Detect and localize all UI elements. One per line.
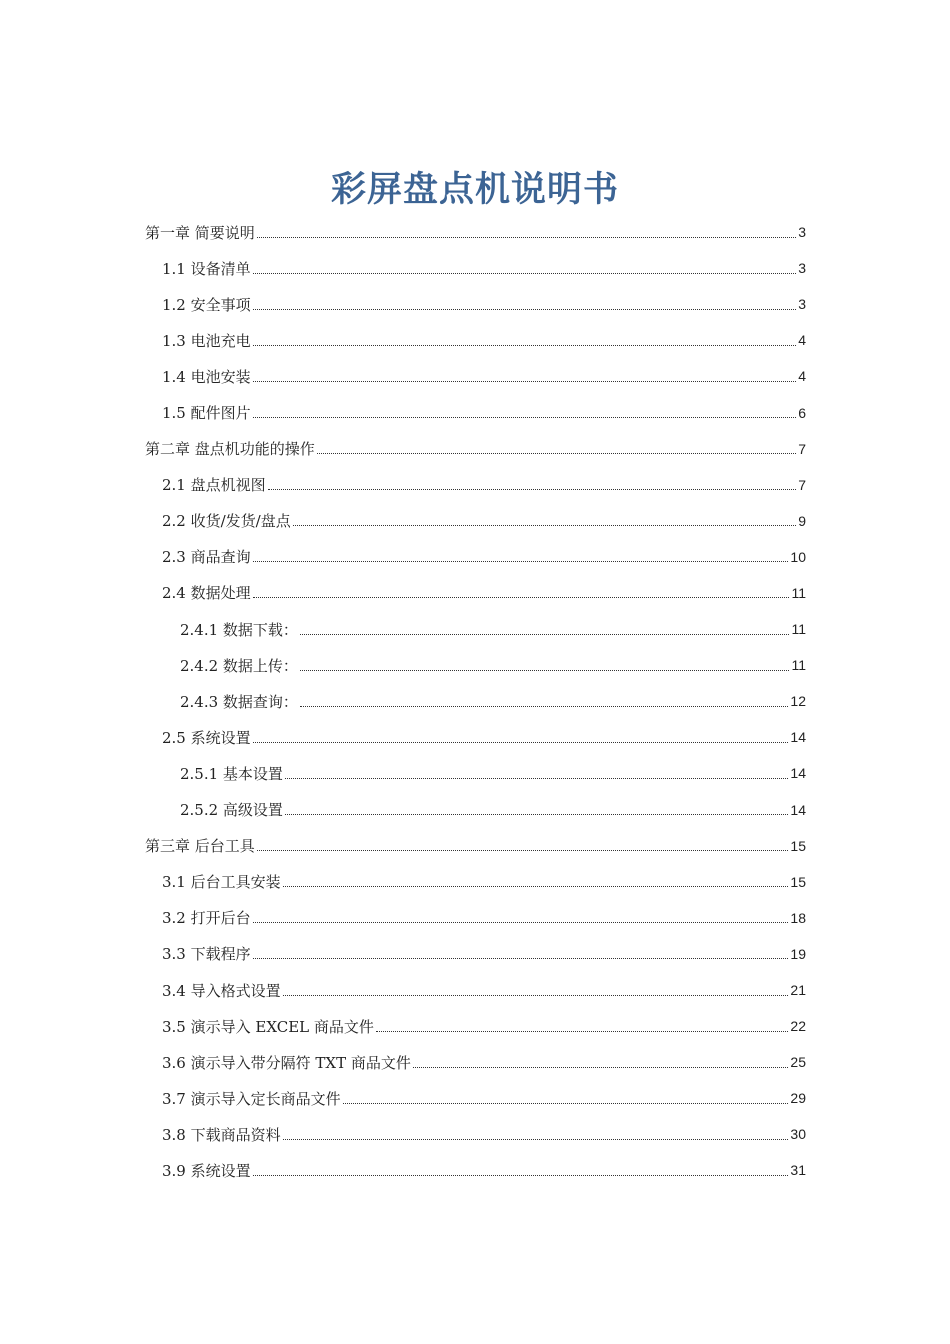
toc-entry-2-4-1[interactable] <box>145 611 806 647</box>
toc-leader <box>283 886 789 887</box>
toc-entry-label: 3.9 系统设置 <box>162 1161 251 1180</box>
toc-entry-label: 3.4 导入格式设置 <box>162 981 281 1000</box>
toc-entry-page: 15 <box>790 873 806 890</box>
toc-leader <box>253 922 789 923</box>
toc-entry-label: 3.6 演示导入带分隔符 TXT 商品文件 <box>162 1053 411 1072</box>
toc-entry-page: 11 <box>791 621 806 638</box>
toc-entry-page: 9 <box>798 512 806 529</box>
toc-entry-2-5[interactable] <box>145 719 806 755</box>
toc-entry-2-4-2[interactable] <box>145 647 806 683</box>
toc-entry-label: 第三章 后台工具 <box>145 837 255 856</box>
toc-leader <box>253 417 797 418</box>
toc-entry-page: 31 <box>790 1162 806 1179</box>
toc-entry-3-7[interactable] <box>145 1080 806 1116</box>
toc-entry-3-9[interactable] <box>145 1152 806 1188</box>
toc-leader <box>285 814 788 815</box>
toc-leader <box>253 273 797 274</box>
toc-leader <box>285 778 788 779</box>
toc-entry-page: 14 <box>790 765 806 782</box>
toc-entry-label: 1.3 电池充电 <box>162 331 251 350</box>
toc-entry-3-2[interactable] <box>145 900 806 936</box>
toc-entry-page: 3 <box>798 260 806 277</box>
toc-entry-page: 11 <box>791 584 806 601</box>
toc-entry-page: 12 <box>790 693 806 710</box>
toc-entry-label: 2.1 盘点机视图 <box>162 476 266 495</box>
toc-entry-label: 2.4.2 数据上传： <box>180 656 298 675</box>
toc-entry-page: 10 <box>790 548 806 565</box>
toc-entry-label: 2.4 数据处理 <box>162 584 251 603</box>
toc-entry-3-3[interactable] <box>145 936 806 972</box>
toc-entry-label: 第二章 盘点机功能的操作 <box>145 440 315 459</box>
toc-entry-page: 6 <box>798 404 806 421</box>
toc-leader <box>376 1031 789 1032</box>
toc-entry-label: 3.8 下载商品资料 <box>162 1125 281 1144</box>
toc-entry-label: 3.1 后台工具安装 <box>162 873 281 892</box>
document-title: 彩屏盘点机说明书 <box>330 169 619 210</box>
toc-entry-page: 18 <box>790 909 806 926</box>
toc-entry-label: 3.7 演示导入定长商品文件 <box>162 1089 341 1108</box>
toc-entry-2-5-2[interactable] <box>145 792 806 828</box>
toc-leader <box>283 995 789 996</box>
toc-entry-2-4[interactable] <box>145 575 806 611</box>
toc-entry-label: 2.5 系统设置 <box>162 728 251 747</box>
toc-entry-ch2[interactable] <box>145 431 806 467</box>
toc-entry-label: 第一章 简要说明 <box>145 223 255 242</box>
toc-entry-2-2[interactable] <box>145 503 806 539</box>
toc-entry-label: 2.5.2 高级设置 <box>180 801 283 820</box>
toc-leader <box>253 309 797 310</box>
toc-entry-1-3[interactable] <box>145 322 806 358</box>
toc-entry-page: 30 <box>790 1126 806 1143</box>
toc-entry-page: 3 <box>798 296 806 313</box>
toc-entry-page: 21 <box>790 982 806 999</box>
toc-entry-label: 1.4 电池安装 <box>162 367 251 386</box>
toc-leader <box>268 489 797 490</box>
toc-entry-3-1[interactable] <box>145 864 806 900</box>
toc-leader <box>253 742 789 743</box>
toc-leader <box>283 1139 789 1140</box>
toc-leader <box>253 345 797 346</box>
toc-entry-label: 1.5 配件图片 <box>162 404 251 423</box>
toc-leader <box>317 453 796 454</box>
toc-entry-1-2[interactable] <box>145 286 806 322</box>
table-of-contents <box>145 214 806 1189</box>
toc-leader <box>413 1067 789 1068</box>
toc-leader <box>257 850 789 851</box>
toc-entry-1-5[interactable] <box>145 394 806 430</box>
toc-leader <box>343 1103 789 1104</box>
toc-entry-2-4-3[interactable] <box>145 683 806 719</box>
toc-entry-3-5[interactable] <box>145 1008 806 1044</box>
toc-entry-2-1[interactable] <box>145 467 806 503</box>
toc-entry-label: 3.3 下载程序 <box>162 945 251 964</box>
toc-entry-label: 2.3 商品查询 <box>162 548 251 567</box>
toc-leader <box>257 237 796 238</box>
toc-entry-label: 2.4.1 数据下载： <box>180 620 298 639</box>
toc-entry-page: 14 <box>790 729 806 746</box>
toc-entry-label: 3.2 打开后台 <box>162 909 251 928</box>
toc-entry-3-4[interactable] <box>145 972 806 1008</box>
toc-entry-3-8[interactable] <box>145 1116 806 1152</box>
toc-entry-label: 2.2 收货/发货/盘点 <box>162 512 291 531</box>
toc-entry-page: 15 <box>790 837 806 854</box>
toc-entry-ch1[interactable] <box>145 214 806 250</box>
toc-entry-page: 11 <box>791 657 806 674</box>
toc-entry-label: 1.1 设备清单 <box>162 259 251 278</box>
toc-entry-page: 4 <box>798 332 806 349</box>
toc-entry-label: 1.2 安全事项 <box>162 295 251 314</box>
toc-entry-page: 7 <box>798 440 806 457</box>
toc-leader <box>253 381 797 382</box>
toc-leader <box>253 561 789 562</box>
toc-entry-1-4[interactable] <box>145 358 806 394</box>
toc-entry-1-1[interactable] <box>145 250 806 286</box>
toc-entry-label: 2.4.3 数据查询： <box>180 692 298 711</box>
toc-entry-page: 4 <box>798 368 806 385</box>
toc-entry-page: 3 <box>798 224 806 241</box>
toc-entry-3-6[interactable] <box>145 1044 806 1080</box>
toc-entry-page: 19 <box>790 945 806 962</box>
toc-entry-label: 2.5.1 基本设置 <box>180 764 283 783</box>
toc-leader <box>300 634 790 635</box>
toc-leader <box>293 525 796 526</box>
toc-entry-2-5-1[interactable] <box>145 755 806 791</box>
toc-leader <box>253 597 790 598</box>
toc-leader <box>300 670 790 671</box>
toc-leader <box>300 706 788 707</box>
toc-leader <box>253 1175 789 1176</box>
toc-entry-label: 3.5 演示导入 EXCEL 商品文件 <box>162 1017 374 1036</box>
toc-entry-page: 7 <box>798 476 806 493</box>
toc-leader <box>253 958 789 959</box>
toc-entry-page: 29 <box>790 1090 806 1107</box>
toc-entry-page: 25 <box>790 1054 806 1071</box>
toc-entry-page: 22 <box>790 1018 806 1035</box>
toc-entry-page: 14 <box>790 801 806 818</box>
toc-entry-ch3[interactable] <box>145 828 806 864</box>
toc-entry-2-3[interactable] <box>145 539 806 575</box>
